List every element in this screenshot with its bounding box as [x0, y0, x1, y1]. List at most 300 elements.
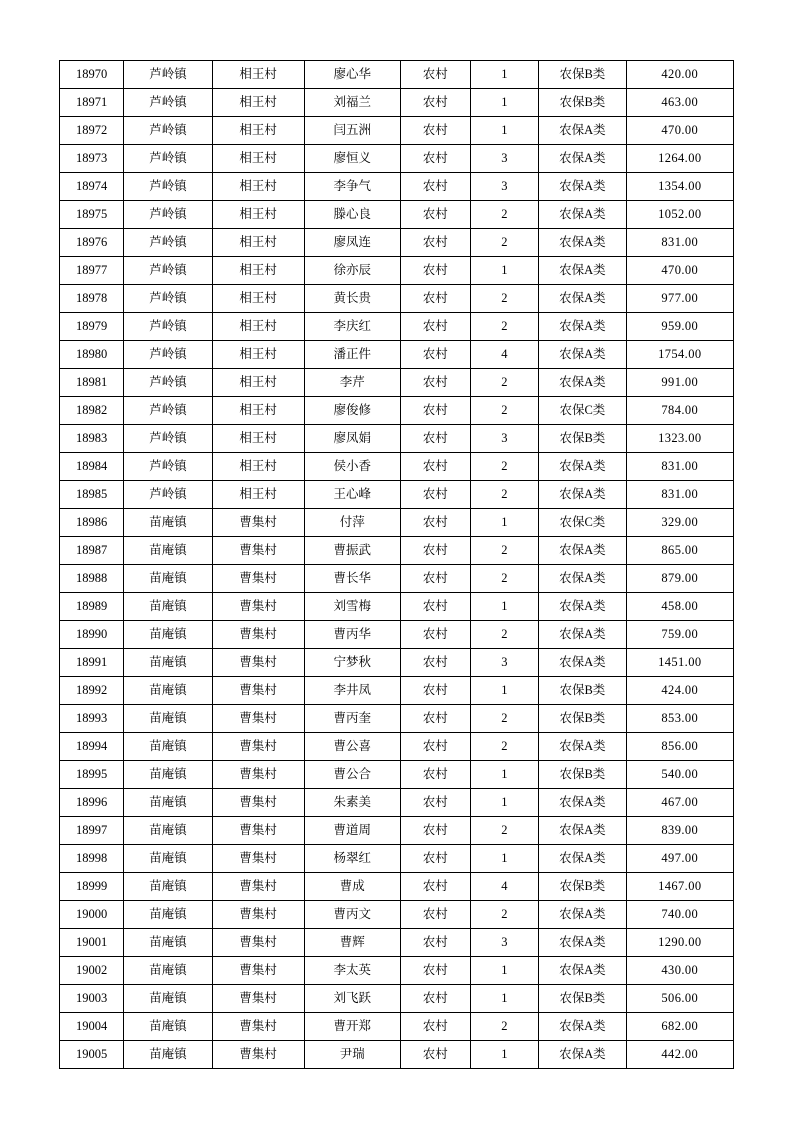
cell-town: 苗庵镇 [124, 537, 213, 565]
table-row [60, 677, 734, 705]
cell-category: 农保A类 [539, 593, 626, 621]
cell-id: 18974 [60, 173, 124, 201]
cell-residence: 农村 [400, 61, 470, 89]
cell-count: 3 [470, 929, 539, 957]
cell-amount: 759.00 [626, 621, 733, 649]
table-row [60, 397, 734, 425]
cell-residence: 农村 [400, 789, 470, 817]
table-row [60, 61, 734, 89]
cell-town: 芦岭镇 [124, 229, 213, 257]
cell-name: 曹丙文 [304, 901, 400, 929]
cell-residence: 农村 [400, 117, 470, 145]
cell-village: 曹集村 [212, 705, 304, 733]
cell-residence: 农村 [400, 649, 470, 677]
cell-category: 农保B类 [539, 985, 626, 1013]
cell-name: 廖俊修 [304, 397, 400, 425]
table-row [60, 313, 734, 341]
cell-category: 农保A类 [539, 901, 626, 929]
cell-residence: 农村 [400, 1041, 470, 1069]
cell-residence: 农村 [400, 621, 470, 649]
cell-id: 18978 [60, 285, 124, 313]
cell-amount: 831.00 [626, 453, 733, 481]
table-row [60, 453, 734, 481]
cell-category: 农保A类 [539, 1041, 626, 1069]
cell-name: 侯小香 [304, 453, 400, 481]
cell-count: 1 [470, 89, 539, 117]
table-body [60, 61, 734, 1069]
cell-category: 农保A类 [539, 845, 626, 873]
cell-residence: 农村 [400, 957, 470, 985]
cell-category: 农保A类 [539, 537, 626, 565]
cell-count: 1 [470, 845, 539, 873]
cell-name: 曹公合 [304, 761, 400, 789]
cell-count: 4 [470, 341, 539, 369]
cell-residence: 农村 [400, 677, 470, 705]
cell-residence: 农村 [400, 425, 470, 453]
cell-amount: 991.00 [626, 369, 733, 397]
cell-count: 2 [470, 817, 539, 845]
cell-name: 曹辉 [304, 929, 400, 957]
cell-village: 相王村 [212, 425, 304, 453]
cell-count: 2 [470, 565, 539, 593]
cell-town: 苗庵镇 [124, 929, 213, 957]
table-row [60, 985, 734, 1013]
cell-id: 18985 [60, 481, 124, 509]
cell-residence: 农村 [400, 313, 470, 341]
cell-residence: 农村 [400, 145, 470, 173]
table-row [60, 537, 734, 565]
cell-town: 芦岭镇 [124, 453, 213, 481]
cell-name: 廖心华 [304, 61, 400, 89]
cell-name: 宁梦秋 [304, 649, 400, 677]
cell-residence: 农村 [400, 593, 470, 621]
table-row [60, 117, 734, 145]
cell-name: 曹长华 [304, 565, 400, 593]
cell-village: 曹集村 [212, 985, 304, 1013]
cell-village: 曹集村 [212, 621, 304, 649]
cell-residence: 农村 [400, 929, 470, 957]
cell-residence: 农村 [400, 901, 470, 929]
cell-count: 2 [470, 901, 539, 929]
cell-town: 苗庵镇 [124, 985, 213, 1013]
table-row [60, 229, 734, 257]
cell-amount: 463.00 [626, 89, 733, 117]
cell-town: 芦岭镇 [124, 117, 213, 145]
table-row [60, 733, 734, 761]
cell-category: 农保A类 [539, 313, 626, 341]
cell-name: 曹成 [304, 873, 400, 901]
cell-village: 曹集村 [212, 873, 304, 901]
cell-town: 苗庵镇 [124, 733, 213, 761]
cell-name: 王心峰 [304, 481, 400, 509]
cell-town: 苗庵镇 [124, 761, 213, 789]
table-row [60, 761, 734, 789]
cell-amount: 458.00 [626, 593, 733, 621]
cell-id: 18979 [60, 313, 124, 341]
cell-name: 朱素美 [304, 789, 400, 817]
cell-name: 李争气 [304, 173, 400, 201]
cell-village: 曹集村 [212, 1013, 304, 1041]
cell-residence: 农村 [400, 229, 470, 257]
cell-town: 芦岭镇 [124, 369, 213, 397]
cell-category: 农保A类 [539, 1013, 626, 1041]
cell-residence: 农村 [400, 453, 470, 481]
cell-category: 农保A类 [539, 117, 626, 145]
cell-id: 18997 [60, 817, 124, 845]
table-row [60, 201, 734, 229]
table-row [60, 593, 734, 621]
cell-count: 1 [470, 593, 539, 621]
cell-village: 相王村 [212, 453, 304, 481]
cell-village: 相王村 [212, 229, 304, 257]
cell-residence: 农村 [400, 257, 470, 285]
cell-count: 1 [470, 509, 539, 537]
cell-village: 曹集村 [212, 761, 304, 789]
cell-village: 相王村 [212, 341, 304, 369]
cell-count: 2 [470, 397, 539, 425]
cell-name: 曹丙华 [304, 621, 400, 649]
cell-residence: 农村 [400, 285, 470, 313]
cell-town: 苗庵镇 [124, 705, 213, 733]
cell-village: 曹集村 [212, 509, 304, 537]
cell-amount: 856.00 [626, 733, 733, 761]
cell-village: 相王村 [212, 201, 304, 229]
cell-village: 相王村 [212, 285, 304, 313]
cell-id: 18992 [60, 677, 124, 705]
cell-category: 农保A类 [539, 369, 626, 397]
table-row [60, 1013, 734, 1041]
cell-town: 苗庵镇 [124, 845, 213, 873]
cell-town: 苗庵镇 [124, 1041, 213, 1069]
cell-category: 农保A类 [539, 145, 626, 173]
cell-category: 农保A类 [539, 957, 626, 985]
cell-name: 李芹 [304, 369, 400, 397]
cell-amount: 1754.00 [626, 341, 733, 369]
cell-category: 农保A类 [539, 173, 626, 201]
cell-name: 廖凤连 [304, 229, 400, 257]
cell-category: 农保B类 [539, 873, 626, 901]
cell-town: 苗庵镇 [124, 593, 213, 621]
table-row [60, 649, 734, 677]
cell-town: 苗庵镇 [124, 901, 213, 929]
cell-town: 芦岭镇 [124, 481, 213, 509]
cell-residence: 农村 [400, 817, 470, 845]
cell-amount: 470.00 [626, 257, 733, 285]
cell-village: 曹集村 [212, 677, 304, 705]
cell-count: 1 [470, 957, 539, 985]
cell-village: 曹集村 [212, 1041, 304, 1069]
cell-town: 苗庵镇 [124, 649, 213, 677]
cell-amount: 1323.00 [626, 425, 733, 453]
cell-id: 18996 [60, 789, 124, 817]
cell-id: 18984 [60, 453, 124, 481]
cell-village: 曹集村 [212, 593, 304, 621]
cell-count: 1 [470, 61, 539, 89]
cell-village: 曹集村 [212, 733, 304, 761]
cell-count: 1 [470, 677, 539, 705]
cell-id: 18970 [60, 61, 124, 89]
cell-amount: 424.00 [626, 677, 733, 705]
cell-residence: 农村 [400, 985, 470, 1013]
cell-name: 廖恒义 [304, 145, 400, 173]
cell-name: 徐亦辰 [304, 257, 400, 285]
cell-amount: 853.00 [626, 705, 733, 733]
cell-amount: 682.00 [626, 1013, 733, 1041]
cell-id: 18975 [60, 201, 124, 229]
cell-town: 苗庵镇 [124, 817, 213, 845]
cell-id: 19000 [60, 901, 124, 929]
cell-name: 李庆红 [304, 313, 400, 341]
cell-amount: 442.00 [626, 1041, 733, 1069]
cell-id: 18988 [60, 565, 124, 593]
cell-name: 李太英 [304, 957, 400, 985]
cell-village: 曹集村 [212, 789, 304, 817]
cell-count: 3 [470, 145, 539, 173]
cell-count: 2 [470, 705, 539, 733]
cell-name: 刘雪梅 [304, 593, 400, 621]
cell-town: 芦岭镇 [124, 201, 213, 229]
cell-village: 曹集村 [212, 901, 304, 929]
cell-category: 农保B类 [539, 89, 626, 117]
cell-name: 付萍 [304, 509, 400, 537]
cell-id: 18990 [60, 621, 124, 649]
cell-id: 18987 [60, 537, 124, 565]
cell-count: 3 [470, 425, 539, 453]
cell-amount: 470.00 [626, 117, 733, 145]
table-row [60, 425, 734, 453]
cell-id: 18977 [60, 257, 124, 285]
cell-village: 曹集村 [212, 565, 304, 593]
cell-residence: 农村 [400, 369, 470, 397]
table-row [60, 481, 734, 509]
cell-amount: 540.00 [626, 761, 733, 789]
table-row [60, 901, 734, 929]
cell-category: 农保B类 [539, 425, 626, 453]
cell-id: 18989 [60, 593, 124, 621]
cell-name: 闫五洲 [304, 117, 400, 145]
cell-town: 苗庵镇 [124, 621, 213, 649]
cell-name: 曹公喜 [304, 733, 400, 761]
cell-category: 农保C类 [539, 397, 626, 425]
cell-category: 农保A类 [539, 565, 626, 593]
subsidy-table [59, 60, 734, 1069]
cell-name: 李井凤 [304, 677, 400, 705]
cell-count: 2 [470, 621, 539, 649]
cell-id: 18976 [60, 229, 124, 257]
table-row [60, 957, 734, 985]
cell-count: 3 [470, 173, 539, 201]
cell-amount: 1052.00 [626, 201, 733, 229]
table-row [60, 817, 734, 845]
cell-id: 18994 [60, 733, 124, 761]
cell-village: 相王村 [212, 173, 304, 201]
cell-id: 18983 [60, 425, 124, 453]
cell-count: 1 [470, 1041, 539, 1069]
cell-village: 曹集村 [212, 537, 304, 565]
cell-name: 廖凤娟 [304, 425, 400, 453]
cell-id: 18995 [60, 761, 124, 789]
cell-name: 曹丙奎 [304, 705, 400, 733]
table-row [60, 89, 734, 117]
cell-id: 18971 [60, 89, 124, 117]
cell-category: 农保A类 [539, 621, 626, 649]
cell-name: 尹瑞 [304, 1041, 400, 1069]
table-row [60, 873, 734, 901]
cell-category: 农保A类 [539, 453, 626, 481]
cell-category: 农保A类 [539, 649, 626, 677]
cell-town: 芦岭镇 [124, 61, 213, 89]
cell-amount: 506.00 [626, 985, 733, 1013]
cell-town: 芦岭镇 [124, 257, 213, 285]
cell-village: 相王村 [212, 397, 304, 425]
cell-id: 18998 [60, 845, 124, 873]
cell-town: 芦岭镇 [124, 173, 213, 201]
cell-name: 潘正件 [304, 341, 400, 369]
cell-name: 黄长贵 [304, 285, 400, 313]
cell-amount: 740.00 [626, 901, 733, 929]
cell-town: 芦岭镇 [124, 397, 213, 425]
cell-amount: 430.00 [626, 957, 733, 985]
cell-category: 农保A类 [539, 285, 626, 313]
cell-town: 苗庵镇 [124, 677, 213, 705]
table-row [60, 1041, 734, 1069]
cell-residence: 农村 [400, 1013, 470, 1041]
cell-count: 2 [470, 285, 539, 313]
cell-town: 芦岭镇 [124, 313, 213, 341]
cell-count: 2 [470, 201, 539, 229]
cell-residence: 农村 [400, 705, 470, 733]
cell-amount: 879.00 [626, 565, 733, 593]
cell-count: 3 [470, 649, 539, 677]
cell-count: 2 [470, 369, 539, 397]
cell-category: 农保B类 [539, 677, 626, 705]
cell-id: 18980 [60, 341, 124, 369]
cell-town: 芦岭镇 [124, 285, 213, 313]
cell-name: 滕心良 [304, 201, 400, 229]
cell-count: 2 [470, 733, 539, 761]
cell-amount: 420.00 [626, 61, 733, 89]
cell-id: 18973 [60, 145, 124, 173]
cell-name: 杨翠红 [304, 845, 400, 873]
cell-count: 2 [470, 1013, 539, 1041]
cell-count: 2 [470, 313, 539, 341]
cell-town: 芦岭镇 [124, 425, 213, 453]
cell-id: 19004 [60, 1013, 124, 1041]
cell-category: 农保B类 [539, 761, 626, 789]
cell-residence: 农村 [400, 481, 470, 509]
cell-count: 1 [470, 789, 539, 817]
cell-village: 相王村 [212, 117, 304, 145]
cell-count: 2 [470, 537, 539, 565]
cell-name: 曹开郑 [304, 1013, 400, 1041]
cell-amount: 784.00 [626, 397, 733, 425]
cell-count: 2 [470, 453, 539, 481]
cell-amount: 831.00 [626, 229, 733, 257]
cell-residence: 农村 [400, 733, 470, 761]
cell-category: 农保A类 [539, 201, 626, 229]
cell-residence: 农村 [400, 537, 470, 565]
cell-id: 18972 [60, 117, 124, 145]
cell-village: 相王村 [212, 61, 304, 89]
cell-village: 曹集村 [212, 929, 304, 957]
table-row [60, 845, 734, 873]
cell-count: 1 [470, 985, 539, 1013]
cell-id: 18986 [60, 509, 124, 537]
cell-category: 农保B类 [539, 705, 626, 733]
cell-town: 苗庵镇 [124, 565, 213, 593]
cell-category: 农保A类 [539, 229, 626, 257]
cell-category: 农保A类 [539, 257, 626, 285]
cell-count: 1 [470, 761, 539, 789]
cell-town: 芦岭镇 [124, 145, 213, 173]
table-row [60, 621, 734, 649]
table-row [60, 285, 734, 313]
cell-id: 19001 [60, 929, 124, 957]
cell-amount: 1354.00 [626, 173, 733, 201]
cell-residence: 农村 [400, 201, 470, 229]
cell-residence: 农村 [400, 509, 470, 537]
cell-amount: 959.00 [626, 313, 733, 341]
cell-village: 相王村 [212, 481, 304, 509]
cell-residence: 农村 [400, 565, 470, 593]
table-row [60, 369, 734, 397]
cell-town: 苗庵镇 [124, 873, 213, 901]
cell-residence: 农村 [400, 173, 470, 201]
cell-category: 农保A类 [539, 929, 626, 957]
cell-id: 18982 [60, 397, 124, 425]
cell-town: 苗庵镇 [124, 1013, 213, 1041]
cell-town: 芦岭镇 [124, 89, 213, 117]
cell-village: 相王村 [212, 313, 304, 341]
table-row [60, 565, 734, 593]
cell-id: 18981 [60, 369, 124, 397]
cell-village: 曹集村 [212, 845, 304, 873]
cell-category: 农保A类 [539, 341, 626, 369]
cell-name: 曹道周 [304, 817, 400, 845]
cell-amount: 1467.00 [626, 873, 733, 901]
cell-town: 芦岭镇 [124, 341, 213, 369]
cell-amount: 831.00 [626, 481, 733, 509]
cell-name: 刘飞跃 [304, 985, 400, 1013]
cell-amount: 467.00 [626, 789, 733, 817]
cell-amount: 839.00 [626, 817, 733, 845]
table-row [60, 341, 734, 369]
cell-amount: 865.00 [626, 537, 733, 565]
cell-village: 相王村 [212, 369, 304, 397]
cell-village: 曹集村 [212, 957, 304, 985]
cell-id: 18999 [60, 873, 124, 901]
table-row [60, 929, 734, 957]
cell-category: 农保A类 [539, 789, 626, 817]
table-row [60, 789, 734, 817]
cell-id: 19003 [60, 985, 124, 1013]
cell-town: 苗庵镇 [124, 509, 213, 537]
cell-category: 农保B类 [539, 61, 626, 89]
cell-village: 相王村 [212, 89, 304, 117]
cell-category: 农保C类 [539, 509, 626, 537]
cell-count: 1 [470, 257, 539, 285]
cell-amount: 1264.00 [626, 145, 733, 173]
table-row [60, 173, 734, 201]
cell-residence: 农村 [400, 89, 470, 117]
cell-count: 1 [470, 117, 539, 145]
cell-name: 曹振武 [304, 537, 400, 565]
cell-category: 农保A类 [539, 733, 626, 761]
table-row [60, 705, 734, 733]
cell-count: 2 [470, 229, 539, 257]
cell-count: 4 [470, 873, 539, 901]
table-row [60, 509, 734, 537]
